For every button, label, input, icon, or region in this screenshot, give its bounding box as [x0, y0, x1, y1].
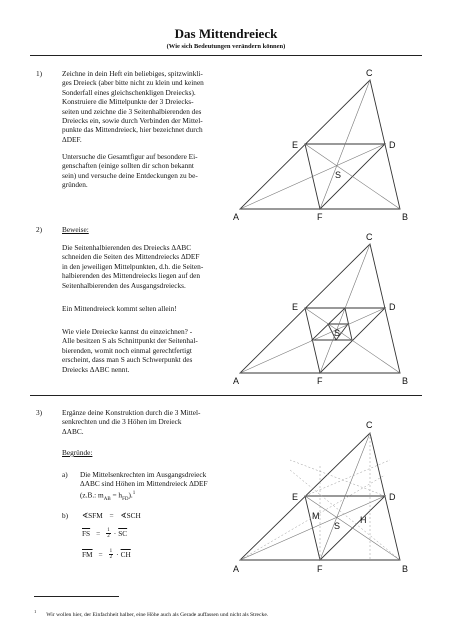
label-b: B [402, 376, 409, 386]
label-h: H [360, 515, 367, 525]
denominator: 2 [109, 555, 113, 560]
text-line: Die Mittelsenkrechten im Ausgangsdreieck [80, 470, 207, 479]
label-a: A [233, 212, 240, 222]
text-line: sein) und versuche deine Entdeckungen zu be- [62, 170, 198, 180]
text-line: Ergänze deine Konstruktion durch die 3 Mittel- [62, 408, 201, 417]
equals-sign: = [98, 550, 103, 559]
label-a: A [233, 564, 240, 574]
text-line: ges Dreieck (aber bitte nicht zu klein und keinen [62, 78, 204, 88]
label-s: S [335, 170, 342, 180]
text-line: bierenden, womit noch einmal gerechtfertigt [62, 345, 192, 355]
header-rule [30, 55, 422, 56]
footnote-mark: 1 [34, 609, 37, 614]
item-b-label: b) [62, 511, 69, 520]
text-line: Alle besitzen S als Schnittpunkt der Seitenhal- [62, 336, 198, 346]
equals-sign: = [109, 511, 114, 520]
label-d: D [389, 302, 396, 312]
segment-fs: $\overline{FS}$ [82, 529, 91, 538]
equals-sign: = [96, 529, 101, 538]
text-line: Zeichne in dein Heft ein beliebiges, spitzwinkli- [62, 69, 203, 78]
section-divider [30, 395, 422, 396]
equation-fs-sc: $\overline{FS}$ = $\frac{1}{2}$ · $\overline{SC}$ [82, 528, 128, 539]
label-c: C [366, 420, 373, 430]
text-line: Sonderfall eines gleichschenkligen Dreiecks). [62, 87, 196, 97]
page-title: Das Mittendreieck [174, 26, 278, 41]
text-line: ΔDEF. [62, 134, 82, 144]
text-fragment: (z.B.: m [80, 490, 104, 500]
section-2-heading: Beweise: [62, 225, 89, 234]
label-f: F [317, 376, 323, 386]
footnote [34, 609, 268, 618]
text-line: in den jeweiligen Mittelpunkten, d.h. die Seiten- [62, 261, 204, 271]
text-line: Konstruiere die Mittelpunkte der 3 Dreiecks- [62, 97, 194, 107]
figure-median-triangle-3 [230, 405, 420, 580]
label-b: B [402, 564, 409, 574]
segment-ch: $\overline{CH}$ [120, 550, 131, 559]
angle-sfm: ∢SFM [82, 511, 103, 520]
text-line: Wie viele Dreiecke kannst du einzeichnen? - [62, 327, 193, 336]
segment-fm: $\overline{FM}$ [82, 550, 93, 559]
text-line [80, 489, 240, 504]
figure-median-triangle-2 [230, 228, 420, 388]
equation-fm-ch: $\overline{FM}$ = $\frac{1}{2}$ · $\overline{CH}$ [82, 549, 131, 560]
denominator: 2 [107, 534, 110, 539]
item-a-text [80, 470, 240, 504]
text-line: halbierenden des Mittendreiecks liegen auf den [62, 271, 200, 281]
text-line: gründen. [62, 180, 88, 190]
text-line: Seitenhalbierenden des Ausgangsdreiecks. [62, 280, 186, 290]
text-line: ΔABC sind Höhen im Mittendreieck ΔDEF [80, 479, 208, 489]
label-s: S [334, 328, 341, 338]
label-d: D [389, 492, 396, 502]
section-3-number: 3) [36, 408, 43, 417]
label-a: A [233, 376, 240, 386]
text-line: Untersuche die Gesamtfigur auf besondere Ei- [62, 152, 198, 161]
text-fragment: = h [110, 490, 123, 500]
text-line: senkrechten und die 3 Höhen im Dreieck [62, 417, 182, 427]
label-f: F [317, 212, 323, 222]
text-line: erscheint, dass man S auch Schwerpunkt des [62, 355, 193, 365]
equation-angles [82, 511, 141, 520]
section-2-number: 2) [36, 225, 43, 234]
section-2-paragraph-2: Ein Mittendreieck kommt selten allein! [62, 304, 177, 313]
label-e: E [292, 302, 299, 312]
section-2-paragraph-1 [62, 243, 234, 290]
footnote-text: Wir wollen hier, der Einfachheit halber, eine Höhe auch als Gerade auffassen und nicht als Strecke. [46, 611, 269, 618]
footnote-rule [34, 596, 119, 597]
footnote-reference: 1 [132, 490, 136, 496]
text-line: Dreiecks ein, sowie durch Verbinden der Mittel- [62, 116, 203, 126]
section-1-paragraph-2 [62, 152, 234, 190]
section-1-number: 1) [36, 69, 43, 78]
label-e: E [292, 140, 299, 150]
section-3-paragraph-1 [62, 408, 234, 436]
text-fragment: ). [128, 490, 133, 500]
section-2-paragraph-3 [62, 327, 234, 374]
text-line: genschaften (einige sollten dir schon bekannt [62, 161, 194, 171]
label-c: C [366, 232, 373, 242]
label-m: M [312, 511, 320, 521]
label-s: S [334, 521, 341, 531]
text-line: Dreiecks ΔABC nennt. [62, 364, 130, 374]
fraction-one-half [109, 549, 114, 560]
label-f: F [317, 564, 323, 574]
page-subtitle: (Wie sich Bedeutungen verändern können) [166, 43, 286, 50]
angle-sch: ∢SCH [120, 511, 141, 520]
segment-sc: $\overline{SC}$ [118, 529, 128, 538]
subscript: FD [122, 496, 129, 502]
text-line: ΔABC. [62, 426, 84, 436]
text-line: punkte das Mittendreieck, hier bezeichnet durch [62, 125, 203, 135]
item-a-label: a) [62, 470, 68, 479]
label-c: C [366, 68, 373, 78]
figure-median-triangle-1 [230, 62, 420, 222]
subscript: AB [103, 496, 111, 502]
text-line: Die Seitenhalbierenden des Dreiecks ΔABC [62, 243, 192, 252]
numerator: 1 [107, 528, 110, 533]
numerator: 1 [109, 549, 113, 554]
fraction-one-half [106, 528, 111, 539]
label-e: E [292, 492, 299, 502]
section-3-heading: Begründe: [62, 448, 93, 457]
label-b: B [402, 212, 409, 222]
text-line: schneiden die Seiten des Mittendreiecks ΔDEF [62, 252, 200, 262]
section-1-paragraph-1 [62, 69, 234, 144]
text-line: seiten und zeichne die 3 Seitenhalbierenden des [62, 106, 202, 116]
label-d: D [389, 140, 396, 150]
